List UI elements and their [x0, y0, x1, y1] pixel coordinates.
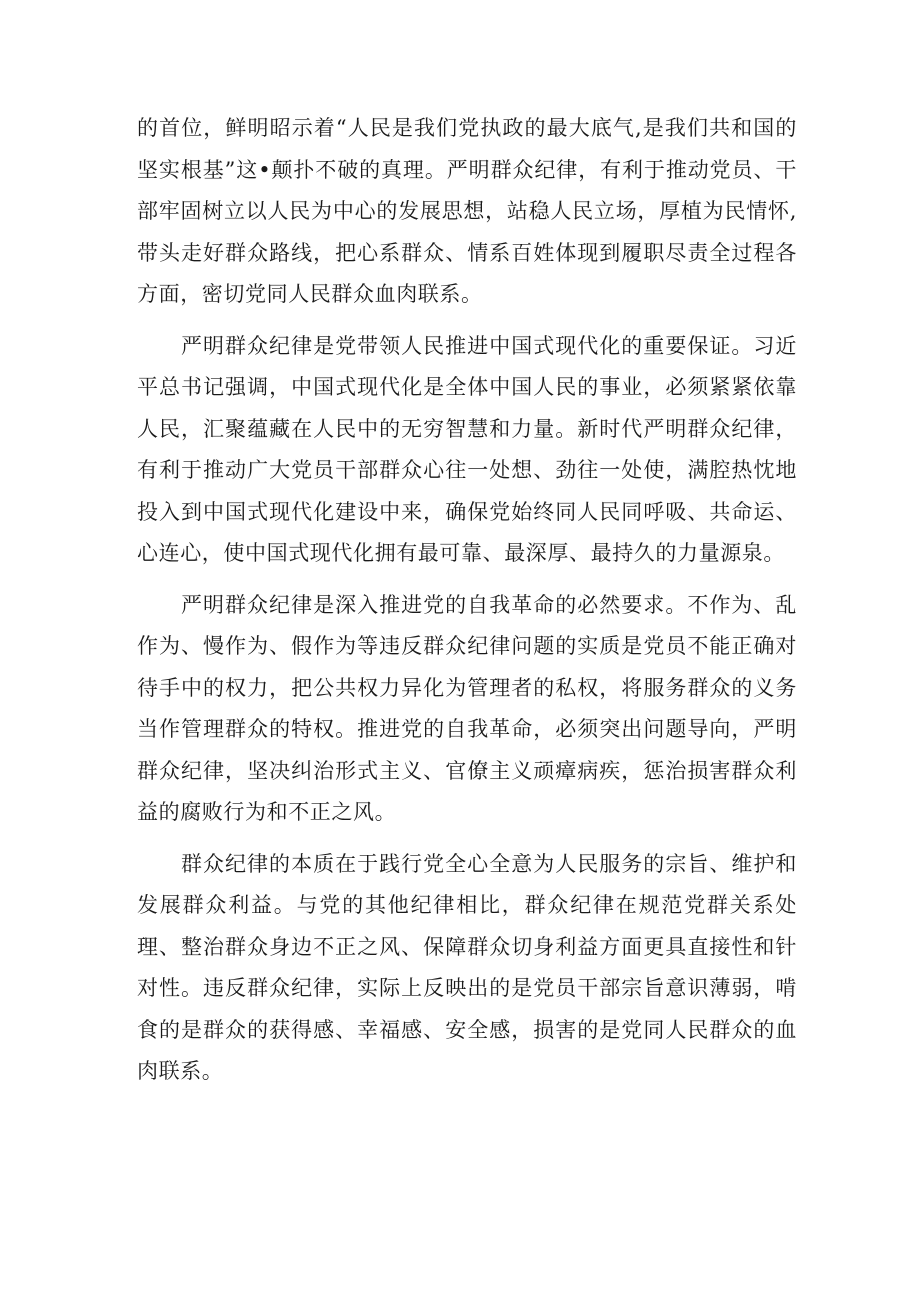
paragraph: 群众纪律的本质在于践行党全心全意为人民服务的宗旨、维护和发展群众利益。与党的其他纪律相比，群众纪律在规范党群关系处理、整治群众身边不正之风、保障群众切身利益方面更具直接性和针对性。违反群众纪律，实际上反映出的是党员干部宗旨意识薄弱，啃食的是群众的获得感、幸福感、安全感，损害的是党同人民群众的血肉联系。	[137, 851, 797, 1083]
document-body	[137, 108, 797, 1103]
paragraph-continued: 的首位，鲜明昭示着“人民是我们党执政的最大底气,是我们共和国的坚实根基”这•颠扑不破的真理。严明群众纪律，有利于推动党员、干部牢固树立以人民为中心的发展思想，站稳人民立场，厚植为民情怀,带头走好群众路线，把心系群众、情系百姓体现到履职尽责全过程各方面，密切党同人民群众血肉联系。	[137, 116, 797, 306]
paragraph: 严明群众纪律是党带领人民推进中国式现代化的重要保证。习近平总书记强调，中国式现代化是全体中国人民的事业，必须紧紧依靠人民，汇聚蕴藏在人民中的无穷智慧和力量。新时代严明群众纪律，有利于推动广大党员干部群众心往一处想、劲往一处使，满腔热忱地投入到中国式现代化建设中来，确保党始终同人民同呼吸、共命运、心连心，使中国式现代化拥有最可靠、最深厚、最持久的力量源泉。	[137, 333, 797, 565]
paragraph: 严明群众纪律是深入推进党的自我革命的必然要求。不作为、乱作为、慢作为、假作为等违反群众纪律问题的实质是党员不能正确对待手中的权力，把公共权力异化为管理者的私权，将服务群众的义务当作管理群众的特权。推进党的自我革命，必须突出问题导向，严明群众纪律，坚决纠治形式主义、官僚主义顽瘴病疾，惩治损害群众利益的腐败行为和不正之风。	[137, 592, 797, 824]
